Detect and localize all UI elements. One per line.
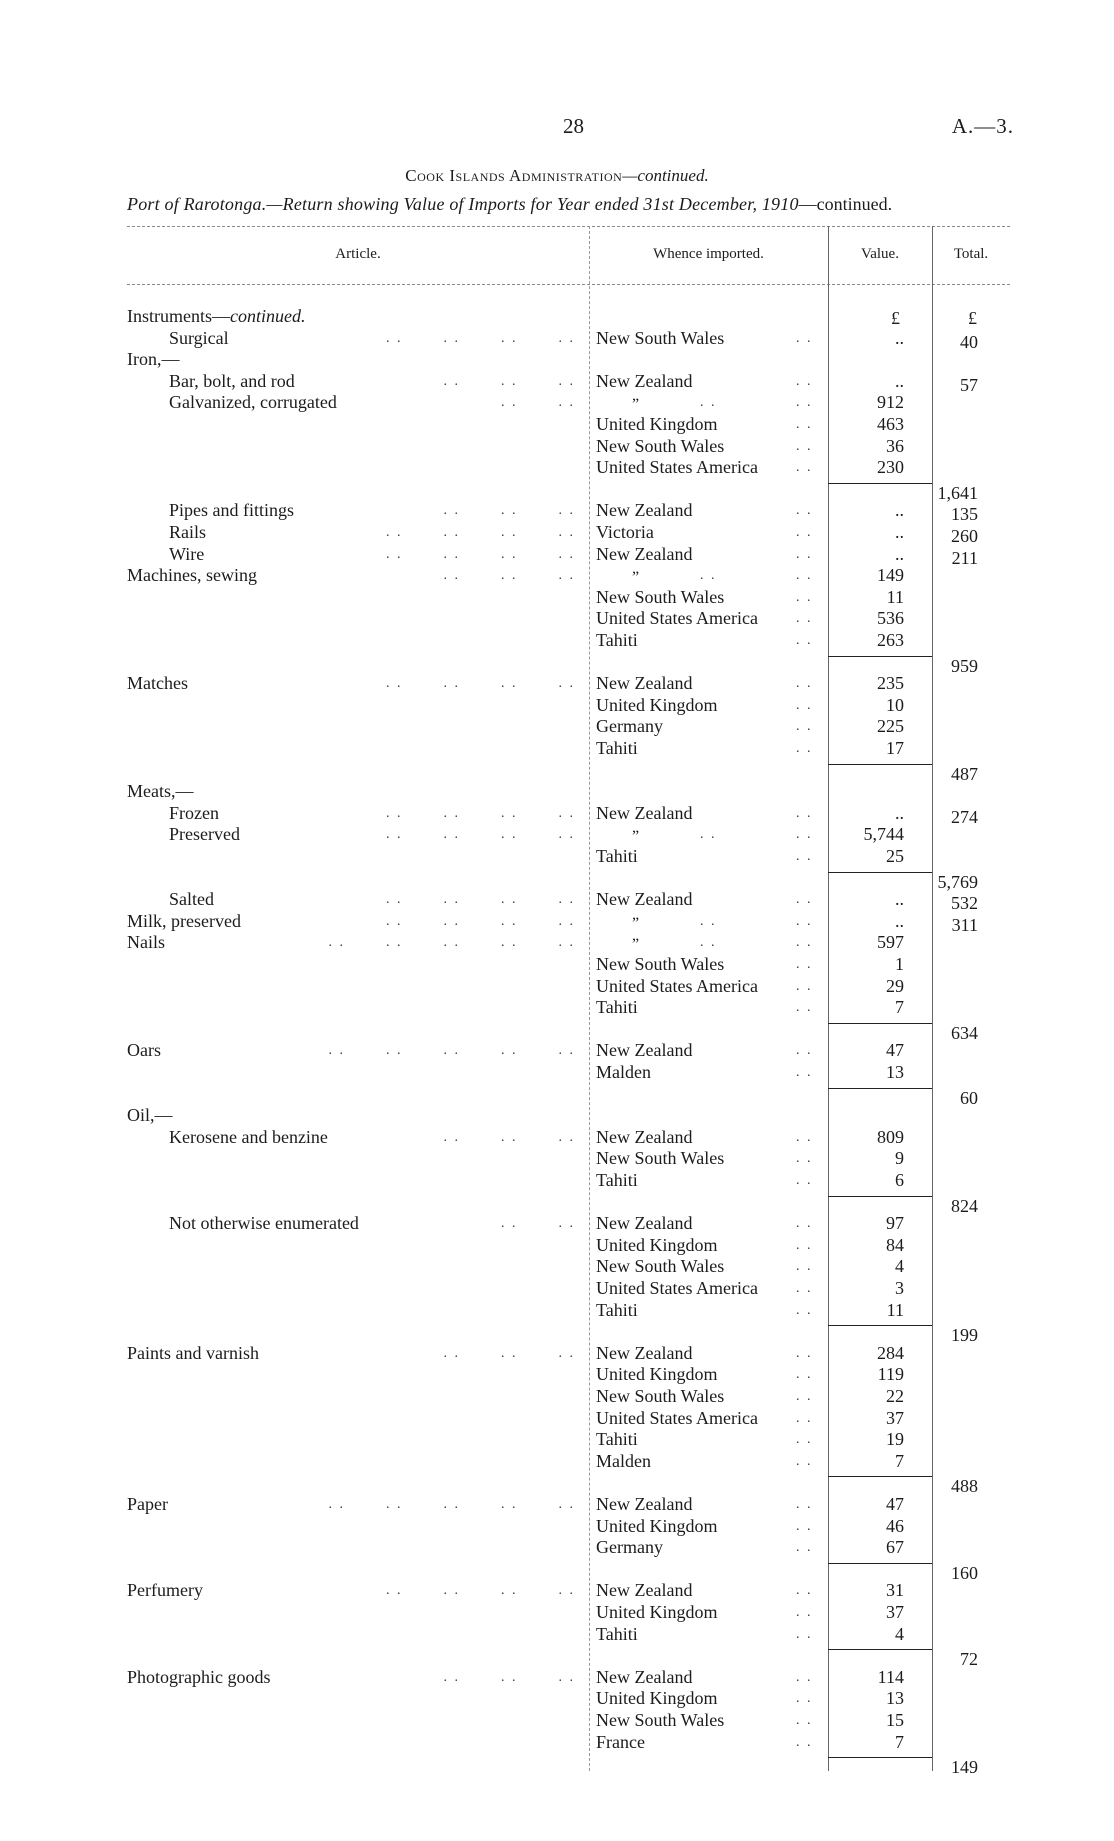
heading-title: Cook Islands Administration bbox=[405, 166, 623, 185]
table-cell-article bbox=[169, 1127, 328, 1148]
leader-dots: . . bbox=[796, 1151, 813, 1167]
table-cell-total: 311 bbox=[951, 914, 978, 935]
table-cell-article bbox=[169, 500, 294, 521]
table-cell-value: .. bbox=[895, 910, 904, 931]
leader-dots: . . bbox=[796, 633, 813, 648]
table-cell-total: 532 bbox=[951, 893, 978, 914]
table-cell-value: 47 bbox=[886, 1040, 904, 1061]
leader-dots: . . bbox=[796, 957, 813, 972]
column-separator-whence bbox=[589, 226, 590, 1771]
table-cell-article bbox=[127, 932, 165, 953]
article-label: Instruments— bbox=[127, 306, 230, 326]
table-cell-total: 634 bbox=[951, 1022, 978, 1043]
leader-dots: . . bbox=[796, 1497, 813, 1512]
header-bottom-rule bbox=[127, 284, 1010, 285]
table-cell-whence: New South Wales bbox=[596, 954, 725, 974]
table-cell-total: 135 bbox=[951, 504, 978, 525]
article-label: Perfumery bbox=[127, 1580, 203, 1601]
table-cell-article bbox=[169, 371, 295, 392]
table-cell-value: .. bbox=[895, 802, 904, 823]
table-cell-article bbox=[169, 889, 214, 910]
table-cell-whence: Tahiti bbox=[596, 1170, 638, 1190]
table-cell-article bbox=[127, 1667, 271, 1688]
leader-dots: . . bbox=[796, 1259, 813, 1275]
table-cell-value: 3 bbox=[895, 1278, 904, 1298]
leader-dots: . . bbox=[796, 1410, 813, 1426]
leader-dots: . . bbox=[796, 676, 813, 692]
table-cell-article bbox=[127, 1343, 259, 1364]
leader-dots: . . . . bbox=[501, 395, 575, 411]
article-label: Surgical bbox=[169, 327, 229, 348]
article-label: Bar, bolt, and rod bbox=[169, 370, 295, 391]
leader-dots: . . . . . . . . bbox=[386, 676, 575, 692]
article-label: Photographic goods bbox=[127, 1666, 271, 1687]
leader-dots: . . bbox=[796, 827, 813, 843]
table-cell-whence: France bbox=[596, 1731, 645, 1752]
table-cell-article bbox=[127, 911, 241, 932]
table-cell-value: 17 bbox=[886, 738, 904, 758]
table-cell-total: 959 bbox=[951, 655, 978, 676]
table-cell-value: 284 bbox=[877, 1342, 904, 1363]
table-cell-total: 211 bbox=[951, 547, 978, 568]
table-cell-total: 72 bbox=[960, 1649, 978, 1670]
table-cell-value: 47 bbox=[886, 1494, 904, 1514]
article-label: Wire bbox=[169, 543, 205, 564]
table-cell-value: 119 bbox=[877, 1364, 904, 1385]
table-cell-whence: United Kingdom bbox=[596, 1515, 718, 1536]
leader-dots: . . bbox=[796, 1389, 813, 1404]
table-cell-value: 22 bbox=[886, 1386, 904, 1406]
table-cell-total: 274 bbox=[951, 806, 978, 827]
article-label: Salted bbox=[169, 889, 214, 910]
leader-dots: . . bbox=[796, 1669, 813, 1685]
table-cell-whence: United Kingdom bbox=[596, 414, 718, 434]
heading-continued: —continued. bbox=[622, 166, 709, 185]
leader-dots: . . bbox=[700, 395, 717, 411]
table-cell-whence: New Zealand bbox=[596, 1213, 693, 1234]
table-cell-value: 11 bbox=[886, 1299, 904, 1320]
article-continued: continued. bbox=[230, 306, 306, 326]
article-label: Preserved bbox=[169, 824, 240, 845]
table-cell-value: 67 bbox=[886, 1537, 904, 1558]
table-cell-total: 160 bbox=[951, 1562, 978, 1583]
table-cell-total: 57 bbox=[960, 374, 978, 395]
article-label: Iron,— bbox=[127, 349, 180, 370]
leader-dots: . . bbox=[796, 503, 813, 519]
table-cell-whence: New Zealand bbox=[596, 889, 693, 910]
table-cell-total: 487 bbox=[951, 763, 978, 784]
leader-dots: . . bbox=[796, 1453, 813, 1469]
leader-dots: . . . . bbox=[501, 1216, 575, 1232]
document-reference: A.—3. bbox=[951, 114, 1014, 138]
article-label: Galvanized, corrugated bbox=[169, 392, 337, 413]
table-cell-value: 463 bbox=[877, 414, 904, 434]
ditto-mark: ” bbox=[632, 396, 640, 414]
table-cell-total: 40 bbox=[960, 331, 978, 352]
table-cell-article bbox=[127, 1494, 168, 1515]
table-cell-whence: Germany bbox=[596, 1537, 663, 1558]
table-cell-value: 4 bbox=[895, 1623, 904, 1644]
table-cell-whence: New Zealand bbox=[596, 1666, 693, 1687]
article-label: Matches bbox=[127, 673, 188, 694]
value-currency-unit: £ bbox=[891, 308, 900, 328]
table-cell-total: 488 bbox=[951, 1476, 978, 1497]
table-heading bbox=[0, 166, 1114, 186]
ditto-mark: ” bbox=[632, 828, 640, 846]
article-label: Meats,— bbox=[127, 781, 194, 802]
table-cell-value: 37 bbox=[886, 1602, 904, 1622]
column-header-whence: Whence imported. bbox=[653, 246, 764, 262]
table-cell-value: 13 bbox=[886, 1688, 904, 1709]
leader-dots: . . bbox=[796, 417, 813, 432]
leader-dots: . . bbox=[796, 913, 813, 929]
ditto-mark: ” bbox=[632, 914, 640, 932]
table-cell-whence: Tahiti bbox=[596, 1623, 638, 1644]
table-cell-whence: Tahiti bbox=[596, 738, 638, 758]
article-label: Oars bbox=[127, 1040, 161, 1061]
leader-dots: . . bbox=[796, 460, 813, 476]
leader-dots: . . bbox=[796, 525, 813, 540]
table-cell-value: 31 bbox=[886, 1580, 904, 1601]
leader-dots: . . bbox=[796, 1626, 813, 1642]
page-number: 28 bbox=[563, 114, 584, 138]
table-cell-value: 97 bbox=[886, 1213, 904, 1234]
leader-dots: . . bbox=[796, 697, 813, 713]
table-cell-article bbox=[127, 349, 180, 370]
table-cell-whence: United States America bbox=[596, 608, 758, 629]
leader-dots: . . . . . . . . bbox=[386, 913, 575, 929]
table-cell-whence: United States America bbox=[596, 457, 758, 478]
leader-dots: . . bbox=[796, 805, 813, 821]
table-cell-article bbox=[169, 328, 229, 349]
column-header-article: Article. bbox=[335, 246, 381, 262]
table-cell-value: 9 bbox=[895, 1148, 904, 1169]
article-label: Nails bbox=[127, 932, 165, 953]
leader-dots: . . . . . . . . bbox=[386, 525, 575, 540]
table-cell-article bbox=[169, 803, 219, 824]
table-cell-value: 1 bbox=[895, 954, 904, 974]
leader-dots: . . bbox=[700, 568, 717, 584]
leader-dots: . . . . . . . . bbox=[386, 546, 575, 562]
table-cell-whence: Tahiti bbox=[596, 846, 638, 866]
leader-dots: . . bbox=[796, 978, 813, 994]
table-cell-whence: United Kingdom bbox=[596, 1602, 718, 1622]
leader-dots: . . bbox=[796, 1043, 813, 1059]
table-cell-whence: New Zealand bbox=[596, 1040, 693, 1061]
table-cell-value: 809 bbox=[877, 1126, 904, 1147]
table-cell-value: 36 bbox=[886, 435, 904, 456]
leader-dots: . . bbox=[796, 1432, 813, 1448]
table-cell-whence: Malden bbox=[596, 1062, 651, 1082]
table-cell-value: 4 bbox=[895, 1256, 904, 1277]
table-cell-total: 1,641 bbox=[937, 482, 978, 503]
table-cell-value: 536 bbox=[877, 608, 904, 629]
table-cell-whence: United States America bbox=[596, 1278, 758, 1298]
article-label: Paper bbox=[127, 1494, 168, 1514]
table-cell-whence: New South Wales bbox=[596, 435, 725, 456]
table-cell-article bbox=[169, 522, 206, 543]
table-cell-value: 597 bbox=[877, 932, 904, 953]
table-cell-whence: New Zealand bbox=[596, 500, 693, 521]
leader-dots: . . bbox=[796, 741, 813, 756]
article-label: Rails bbox=[169, 522, 207, 542]
leader-dots: . . bbox=[796, 1540, 813, 1556]
table-cell-value: 235 bbox=[877, 673, 904, 694]
leader-dots: . . bbox=[796, 1583, 813, 1599]
leader-dots: . . . . . . . . . . bbox=[328, 1497, 575, 1512]
table-cell-article bbox=[127, 1040, 161, 1061]
leader-dots: . . bbox=[796, 330, 813, 346]
table-cell-whence: New South Wales bbox=[596, 1148, 725, 1169]
table-cell-total: 199 bbox=[951, 1325, 978, 1346]
leader-dots: . . bbox=[796, 1065, 813, 1080]
leader-dots: . . . . . . bbox=[443, 1345, 575, 1361]
header-top-rule bbox=[127, 226, 1010, 227]
subheading-title: Port of Rarotonga.—Return showing Value of Imports for Year ended 31st December, 1910 bbox=[127, 194, 799, 214]
article-label: Pipes and fittings bbox=[169, 500, 294, 521]
table-cell-value: 19 bbox=[886, 1429, 904, 1450]
table-cell-whence: New South Wales bbox=[596, 327, 725, 348]
leader-dots: . . . . . . . . bbox=[386, 330, 575, 346]
leader-dots: . . bbox=[796, 1173, 813, 1188]
leader-dots: . . . . . . . . . . bbox=[328, 1043, 575, 1059]
table-cell-value: .. bbox=[895, 543, 904, 564]
table-cell-whence: New Zealand bbox=[596, 543, 693, 564]
leader-dots: . . . . . . . . bbox=[386, 805, 575, 821]
table-cell-article bbox=[127, 1580, 203, 1601]
total-currency-unit: £ bbox=[968, 308, 977, 328]
leader-dots: . . bbox=[796, 1237, 813, 1253]
table-cell-value: 84 bbox=[886, 1234, 904, 1255]
leader-dots: . . bbox=[796, 395, 813, 411]
article-label: Oil,— bbox=[127, 1105, 173, 1126]
leader-dots: . . bbox=[796, 719, 813, 735]
table-cell-value: .. bbox=[895, 522, 904, 542]
leader-dots: . . bbox=[700, 913, 717, 929]
table-cell-total: 60 bbox=[960, 1087, 978, 1108]
table-cell-article bbox=[169, 824, 240, 845]
column-separator-total bbox=[932, 226, 933, 1771]
leader-dots: . . . . . . . . bbox=[386, 1583, 575, 1599]
leader-dots: . . bbox=[700, 935, 717, 951]
leader-dots: . . bbox=[796, 1713, 813, 1728]
table-cell-value: 13 bbox=[886, 1062, 904, 1082]
table-cell-value: 7 bbox=[895, 1450, 904, 1471]
leader-dots: . . bbox=[796, 611, 813, 627]
table-cell-value: 5,744 bbox=[863, 824, 904, 845]
leader-dots: . . bbox=[796, 1734, 813, 1750]
article-label: Paints and varnish bbox=[127, 1342, 259, 1363]
table-cell-whence: New South Wales bbox=[596, 1710, 725, 1730]
leader-dots: . . bbox=[796, 373, 813, 389]
article-label: Frozen bbox=[169, 802, 219, 823]
table-cell-whence: Tahiti bbox=[596, 630, 638, 650]
table-cell-whence: United Kingdom bbox=[596, 694, 718, 715]
leader-dots: . . bbox=[796, 1518, 813, 1534]
table-cell-whence: United Kingdom bbox=[596, 1364, 718, 1385]
table-cell-value: 11 bbox=[886, 586, 904, 607]
table-cell-value: .. bbox=[895, 500, 904, 521]
table-cell-whence: New Zealand bbox=[596, 673, 693, 694]
leader-dots: . . bbox=[796, 1216, 813, 1232]
table-cell-value: 29 bbox=[886, 975, 904, 996]
leader-dots: . . bbox=[796, 1302, 813, 1318]
table-cell-whence: United States America bbox=[596, 975, 758, 996]
table-cell-value: 15 bbox=[886, 1710, 904, 1730]
leader-dots: . . . . . . bbox=[443, 373, 575, 389]
table-cell-value: .. bbox=[895, 889, 904, 910]
table-cell-whence: New Zealand bbox=[596, 802, 693, 823]
leader-dots: . . bbox=[796, 438, 813, 454]
table-cell-article bbox=[169, 392, 337, 413]
leader-dots: . . bbox=[796, 1691, 813, 1707]
table-cell-value: 230 bbox=[877, 457, 904, 478]
table-cell-value: 10 bbox=[886, 694, 904, 715]
table-cell-value: 7 bbox=[895, 1731, 904, 1752]
table-cell-value: 46 bbox=[886, 1515, 904, 1536]
table-cell-whence: New Zealand bbox=[596, 1342, 693, 1363]
table-cell-whence: New Zealand bbox=[596, 1126, 693, 1147]
table-cell-value: .. bbox=[895, 327, 904, 348]
article-label: Machines, sewing bbox=[127, 565, 257, 586]
table-cell-whence: Tahiti bbox=[596, 1429, 638, 1450]
ditto-mark: ” bbox=[632, 569, 640, 587]
table-cell-value: 114 bbox=[877, 1666, 904, 1687]
leader-dots: . . bbox=[796, 1605, 813, 1620]
table-cell-whence: United States America bbox=[596, 1407, 758, 1428]
table-cell-total: 260 bbox=[951, 526, 978, 546]
table-cell-value: .. bbox=[895, 370, 904, 391]
ditto-mark: ” bbox=[632, 936, 640, 954]
leader-dots: . . bbox=[796, 849, 813, 864]
table-cell-value: 6 bbox=[895, 1170, 904, 1190]
table-cell-value: 149 bbox=[877, 565, 904, 586]
table-cell-total: 5,769 bbox=[937, 871, 978, 892]
table-cell-article bbox=[127, 565, 257, 586]
article-label: Kerosene and benzine bbox=[169, 1126, 328, 1147]
leader-dots: . . . . . . . . . . bbox=[328, 935, 575, 951]
leader-dots: . . bbox=[796, 1000, 813, 1016]
table-cell-article bbox=[127, 673, 188, 694]
table-cell-value: 7 bbox=[895, 997, 904, 1018]
table-cell-whence: Malden bbox=[596, 1450, 651, 1471]
table-cell-article bbox=[169, 1213, 359, 1234]
leader-dots: . . bbox=[796, 1281, 813, 1296]
column-header-value: Value. bbox=[861, 246, 899, 262]
table-cell-whence: Germany bbox=[596, 716, 663, 737]
table-cell-value: 25 bbox=[886, 846, 904, 866]
subheading-continued: —continued. bbox=[798, 194, 893, 214]
table-cell-whence: New South Wales bbox=[596, 586, 725, 607]
table-cell-article bbox=[169, 544, 204, 565]
article-label: Milk, preserved bbox=[127, 910, 241, 931]
leader-dots: . . . . . . bbox=[443, 1129, 575, 1145]
table-cell-value: 225 bbox=[877, 716, 904, 737]
leader-dots: . . bbox=[796, 546, 813, 562]
table-cell-article bbox=[127, 781, 194, 802]
table-cell-whence: New South Wales bbox=[596, 1386, 725, 1406]
leader-dots: . . bbox=[796, 935, 813, 951]
table-cell-total: 824 bbox=[951, 1195, 978, 1216]
table-cell-whence: Victoria bbox=[596, 522, 654, 542]
table-cell-value: 263 bbox=[877, 630, 904, 650]
leader-dots: . . . . . . bbox=[443, 568, 575, 584]
table-cell-whence: Tahiti bbox=[596, 1299, 638, 1320]
table-cell-whence: New Zealand bbox=[596, 370, 693, 391]
leader-dots: . . . . . . bbox=[443, 1669, 575, 1685]
table-cell-total: 149 bbox=[951, 1757, 978, 1778]
column-header-total: Total. bbox=[953, 246, 989, 262]
table-cell-whence: New Zealand bbox=[596, 1580, 693, 1601]
leader-dots: . . bbox=[796, 568, 813, 584]
leader-dots: . . bbox=[796, 892, 813, 908]
leader-dots: . . . . . . . . bbox=[386, 892, 575, 908]
leader-dots: . . . . . . bbox=[443, 503, 575, 519]
article-label: Not otherwise enumerated bbox=[169, 1213, 359, 1234]
table-cell-whence: United Kingdom bbox=[596, 1234, 718, 1255]
table-cell-whence: Tahiti bbox=[596, 997, 638, 1018]
table-subheading bbox=[127, 194, 892, 215]
table-cell-value: 912 bbox=[877, 392, 904, 413]
leader-dots: . . bbox=[796, 1345, 813, 1361]
leader-dots: . . . . . . . . bbox=[386, 827, 575, 843]
leader-dots: . . bbox=[796, 589, 813, 605]
leader-dots: . . bbox=[796, 1129, 813, 1145]
table-cell-article bbox=[127, 1105, 173, 1126]
table-cell-whence: United Kingdom bbox=[596, 1688, 718, 1709]
table-cell-whence: New South Wales bbox=[596, 1256, 725, 1277]
leader-dots: . . bbox=[700, 827, 717, 843]
table-cell-value: 37 bbox=[886, 1407, 904, 1428]
leader-dots: . . bbox=[796, 1367, 813, 1383]
table-cell-article bbox=[127, 306, 305, 327]
table-cell-whence: New Zealand bbox=[596, 1494, 693, 1514]
